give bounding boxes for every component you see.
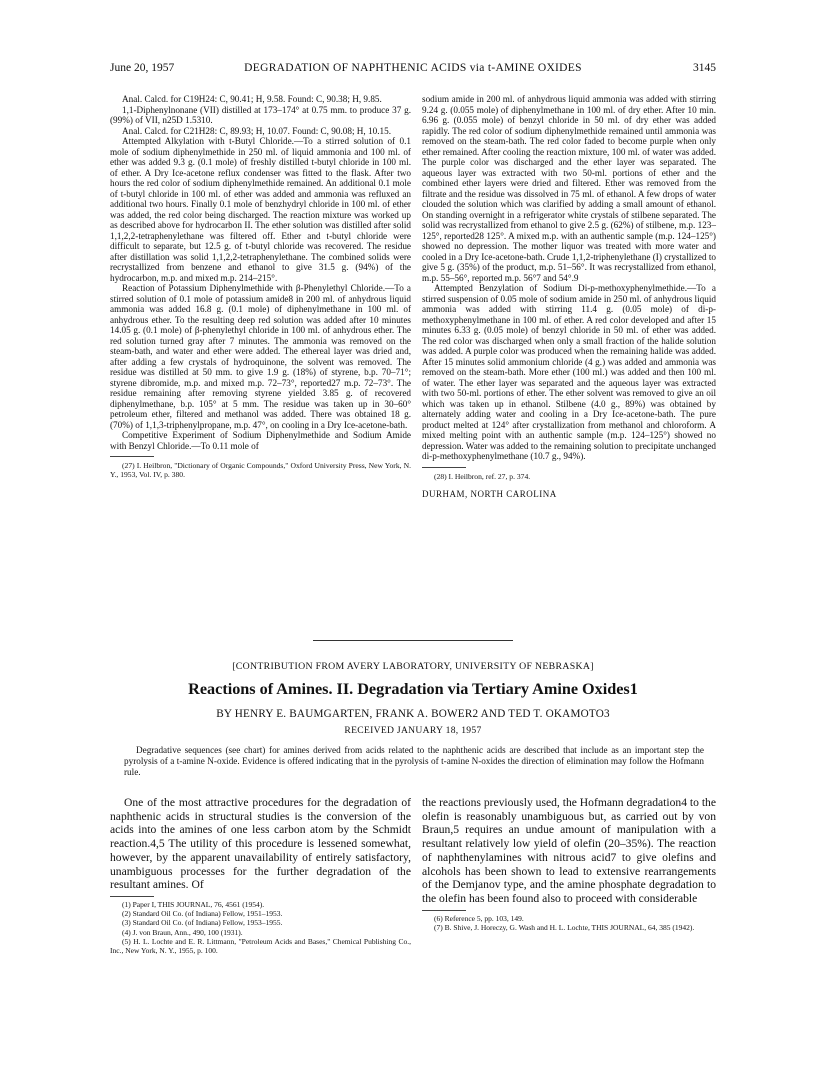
footnote: (6) Reference 5, pp. 103, 149. xyxy=(434,913,524,923)
footnote-rule xyxy=(110,456,154,457)
body-right-column xyxy=(422,796,716,1056)
footnotes-right xyxy=(422,914,716,932)
running-header xyxy=(110,62,716,78)
footnote: (4) J. von Braun, Ann., 490, 100 (1931). xyxy=(122,927,243,937)
body-left-column xyxy=(110,796,411,1056)
issue-date: June 20, 1957 xyxy=(110,62,175,74)
footnote: (5) H. L. Lochte and E. R. Littmann, "Petroleum Acids and Bases," Chemical Publishing Co., Inc., New York, N. Y., 1955, p. 100. xyxy=(110,936,411,955)
footnote: (1) Paper I, THIS JOURNAL, 76, 4561 (1954). xyxy=(122,899,265,909)
footnote: (28) I. Heilbron, ref. 27, p. 374. xyxy=(434,471,531,481)
footnote-rule xyxy=(422,910,466,911)
procedure-paragraph: Reaction of Potassium Diphenylmethide with β-Phenylethyl Chloride.—To a stirred solution of 0.1 mole of potassium amide8 in 200 ml. of anhydrous liquid ammonia was added 16.8 g. (0.1 mole) of diphenylmethane in 100 ml. of anhydrous ether. To the resulting deep red solution was added after 10 minutes 14.05 g. (0.1 mole) of β-phenylethyl chloride in 100 ml. of anhydrous ether. The red solution turned gray after 7 minutes. The ammonia was removed on the steam-bath, and water and ether were added. The ethereal layer was dried and, after adding a few crystals of hydroquinone, the solvent was removed. The residue was distilled at 50 mm. to give 1.9 g. (18%) of styrene, b.p. 70–71°; styrene dibromide, m.p. and mixed m.p. 72–73°, reported27 m.p. 72–73°. The residue remaining after removing styrene yielded 3.85 g. of recovered diphenylmethane, b.p. 105° at 5 mm. The residue was taken up in 30–60° petroleum ether, filtered and methanol was added. There was obtained 18 g. (70%) of 1,1,3-triphenylpropane, m.p. 47°, on cooling in a Dry Ice-acetone-bath. xyxy=(110,283,411,430)
running-title: DEGRADATION OF NAPHTHENIC ACIDS via t-AMINE OXIDES xyxy=(244,62,582,74)
footnote: (3) Standard Oil Co. (of Indiana) Fellow, 1953–1955. xyxy=(122,918,283,928)
body-paragraph: One of the most attractive procedures for the degradation of naphthenic acids in structural studies is the conversion of the acids into the amines of one less carbon atom by the Schmidt reaction.4,5 The utility of this procedure is lessened somewhat, however, by the apparent unavailability of entirely satisfactory, unambiguous processes for the further degradation of the resultant amines. Of xyxy=(110,796,411,892)
right-column-experimental xyxy=(422,94,716,626)
procedure-paragraph: Competitive Experiment of Sodium Diphenylmethide and Sodium Amide with Benzyl Chloride.—To 0.11 mole of xyxy=(110,430,411,451)
footnote: (2) Standard Oil Co. (of Indiana) Fellow, 1951–1953. xyxy=(122,909,283,919)
procedure-paragraph: sodium amide in 200 ml. of anhydrous liquid ammonia was added with stirring 9.24 g. (0.055 mole) of diphenylmethane in 100 ml. of dry ether. After 10 min. 6.96 g. (0.055 mole) of benzyl chloride in 50 ml. of dry ether was added rapidly. The red color of sodium diphenylmethide remained until ammonia was removed on the steam-bath. The red color faded to become purple when only ether remained. After cooling the reaction mixture, 100 ml. of water was added. The purple color was discharged and the ether layer was separated. The aqueous layer was extracted with two 50-ml. portions of ether and the combined ether layers were dried and filtered. Ether was removed from the filtrate and the residue was dissolved in 75 ml. of ethanol. A few drops of water clouded the solution which was clarified by adding a small amount of ethanol. On standing overnight in a refrigerator white crystals of stilbene separated. The solid was recrystallized from ethanol to give 2.5 g. (62%) of stilbene, m.p. 123–125°, reported28 125°. A mixed m.p. with an authentic sample (m.p. 124–125°) showed no depression. The mother liquor was treated with more water and cooled in a Dry Ice-acetone-bath. Crude 1,1,2-triphenylethane (I) crystallized to give 5 g. (35%) of the product, m.p. 51–56°. It was recrystallized from ethanol, m.p. 55–56°, reported m.p. 56°7 and 54°.9 xyxy=(422,94,716,283)
footnote-rule xyxy=(110,896,154,897)
article-divider xyxy=(313,640,513,641)
footnotes-left xyxy=(110,900,411,955)
page-number: 3145 xyxy=(693,62,716,74)
body-paragraph: the reactions previously used, the Hofmann degradation4 to the olefin is reasonably unambiguous but, as carried out by von Braun,5 requires an undue amount of manipulation with a resultant relatively low yield of olefin (20–35%). The reaction of naphthenylamines with nitrous acid7 to give olefins and alcohols has been shown to lead to extensive rearrangements of the Demjanov type, and the amine phosphate degradation to the olefin has been found also to proceed with considerable xyxy=(422,796,716,905)
article-title: Reactions of Amines. II. Degradation via Tertiary Amine Oxides1 xyxy=(188,680,638,698)
abstract: Degradative sequences (see chart) for amines derived from acids related to the naphthenic acids are described that include as an important step the pyrolysis of a t-amine N-oxide. Evidence is offered indicating that in the pyrolysis of t-amine N-oxides the direction of elimination may follow the Hofmann rule. xyxy=(124,745,704,777)
left-column-experimental xyxy=(110,94,411,632)
footnote: (27) I. Heilbron, "Dictionary of Organic Compounds," Oxford University Press, New York, N. Y., 1953, Vol. IV, p. 380. xyxy=(110,461,411,480)
analysis-paragraph: Anal. Calcd. for C21H28: C, 89.93; H, 10.07. Found: C, 90.08; H, 10.15. xyxy=(122,125,391,136)
footnote-rule xyxy=(422,467,466,468)
compound-paragraph: 1,1-Diphenylnonane (VII) distilled at 173–174° at 0.75 mm. to produce 37 g. (99%) of VII, n25D 1.5310. xyxy=(110,104,411,125)
contribution-line: [CONTRIBUTION FROM AVERY LABORATORY, UNIVERSITY OF NEBRASKA] xyxy=(232,661,594,672)
received-date: RECEIVED JANUARY 18, 1957 xyxy=(344,725,482,736)
procedure-paragraph: Attempted Alkylation with t-Butyl Chloride.—To a stirred solution of 0.1 mole of sodium diphenylmethide in 250 ml. of liquid ammonia and 100 ml. of ether was added 9.3 g. (0.1 mole) of freshly distilled t-butyl chloride in 100 ml. of ether. A Dry Ice-acetone reflux condenser was fitted to the flask. After two hours the red color of sodium diphenylmethide remained. An additional 0.1 mole of t-butyl chloride in 100 ml. of ether was added and ammonia was refluxed an additional two hours. Finally 0.1 mole of benzhydryl chloride in 100 ml. of ether was added, the red color being discharged. The reaction mixture was worked up as described above for hydrocarbon II. The ether solution was distilled after solid 1,1,2,2-tetraphenylethane was filtered off. Ether and t-butyl chloride were difficult to separate, but 12.5 g. of t-butyl chloride was recovered. The residue after distillation was solid 1,1,2,2-tetraphenylethane. The combined solids were recrystallized from benzene and ethanol to give 31.5 g. (94%) of the hydrocarbon, m.p. and mixed m.p. 214–215°. xyxy=(110,136,411,283)
footnote: (7) B. Shive, J. Horeczy, G. Wash and H. L. Lochte, THIS JOURNAL, 64, 385 (1942). xyxy=(434,922,695,932)
procedure-paragraph: Attempted Benzylation of Sodium Di-p-methoxyphenylmethide.—To a stirred suspension of 0.05 mole of sodium amide in 250 ml. of anhydrous liquid ammonia was added with stirring 11.4 g. (0.05 mole) of di-p-methoxyphenylmethane in 100 ml. of ether. A red color developed and after 15 minutes 6.33 g. (0.05 mole) of benzyl chloride in 50 ml. of ether was added. The red color was discharged when only a small fraction of the halide solution was added. A purple color was produced when the remaining halide was added. After 15 minutes solid ammonium chloride (4 g.) was added and ammonia was removed on the steam-bath. More ether (100 ml.) was added and then 100 ml. of water. The ether layer was separated and the aqueous layer was extracted with two 50-ml. portions of ether. The ether solvent was removed to give an oil which was taken up in ethanol. Stilbene (4.0 g., 89%) was obtained by alternately adding water and cooling in a Dry Ice-acetone-bath. The pure product melted at 124° after crystallization from methanol and chloroform. A mixed melting point with an authentic sample (m.p. 124–125°) showed no depression. Water was added to the remaining solution to precipitate unchanged di-p-methoxyphenylmethane (10.7 g., 94%). xyxy=(422,283,716,461)
location-line: DURHAM, NORTH CAROLINA xyxy=(422,488,557,499)
analysis-paragraph: Anal. Calcd. for C19H24: C, 90.41; H, 9.58. Found: C, 90.38; H, 9.85. xyxy=(122,94,382,104)
author-line: BY HENRY E. BAUMGARTEN, FRANK A. BOWER2 AND TED T. OKAMOTO3 xyxy=(216,708,610,720)
